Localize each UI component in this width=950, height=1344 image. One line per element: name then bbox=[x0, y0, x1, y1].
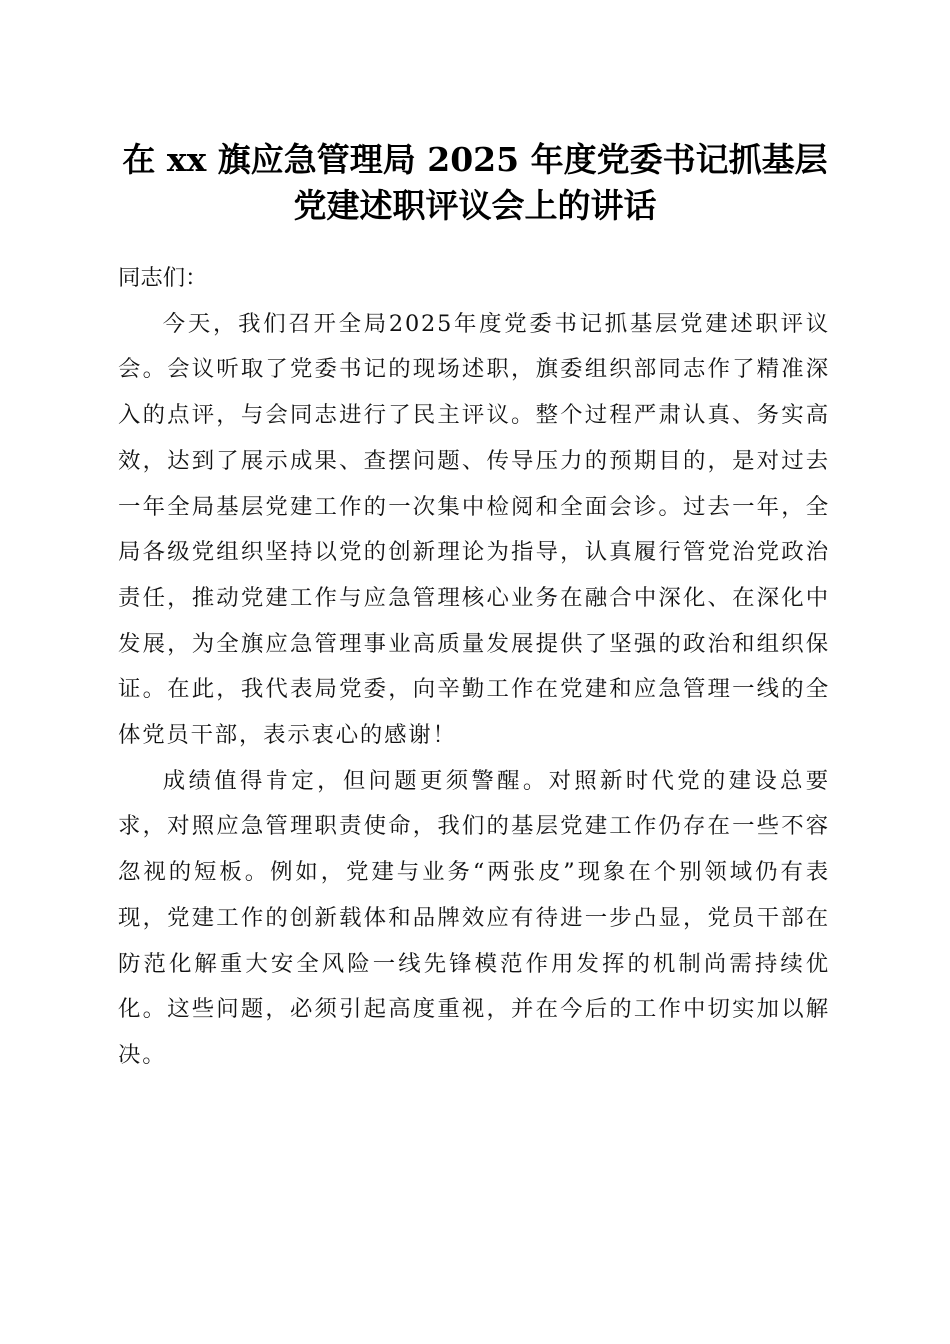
salutation: 同志们： bbox=[118, 265, 208, 291]
document-title-line-2: 党建述职评议会上的讲话 bbox=[293, 186, 657, 225]
document-title-line-1: 在 xx 旗应急管理局 2025 年度党委书记抓基层 bbox=[122, 140, 828, 179]
paragraph-1: 今天，我们召开全局2025年度党委书记抓基层党建述职评议会。会议听取了党委书记的现场述职，旗委组织部同志作了精准深入的点评，与会同志进行了民主评议。整个过程严肃认真、务实高效，达到了展示成果、查摆问题、传导压力的预期目的，是对过去一年全局基层党建工作的一次集中检阅和全面会诊。过去一年，全局各级党组织坚持以党的创新理论为指导，认真履行管党治党政治责任，推动党建工作与应急管理核心业务在融合中深化、在深化中发展，为全旗应急管理事业高质量发展提供了坚强的政治和组织保证。在此，我代表局党委，向辛勤工作在党建和应急管理一线的全体党员干部，表示衷心的感谢！ bbox=[118, 310, 830, 749]
paragraph-2: 成绩值得肯定，但问题更须警醒。对照新时代党的建设总要求，对照应急管理职责使命，我们的基层党建工作仍存在一些不容忽视的短板。例如，党建与业务“两张皮”现象在个别领域仍有表现，党建工作的创新载体和品牌效应有待进一步凸显，党员干部在防范化解重大安全风险一线先锋模范作用发挥的机制尚需持续优化。这些问题，必须引起高度重视，并在今后的工作中切实加以解决。 bbox=[118, 767, 830, 1068]
document-body bbox=[118, 256, 830, 1079]
